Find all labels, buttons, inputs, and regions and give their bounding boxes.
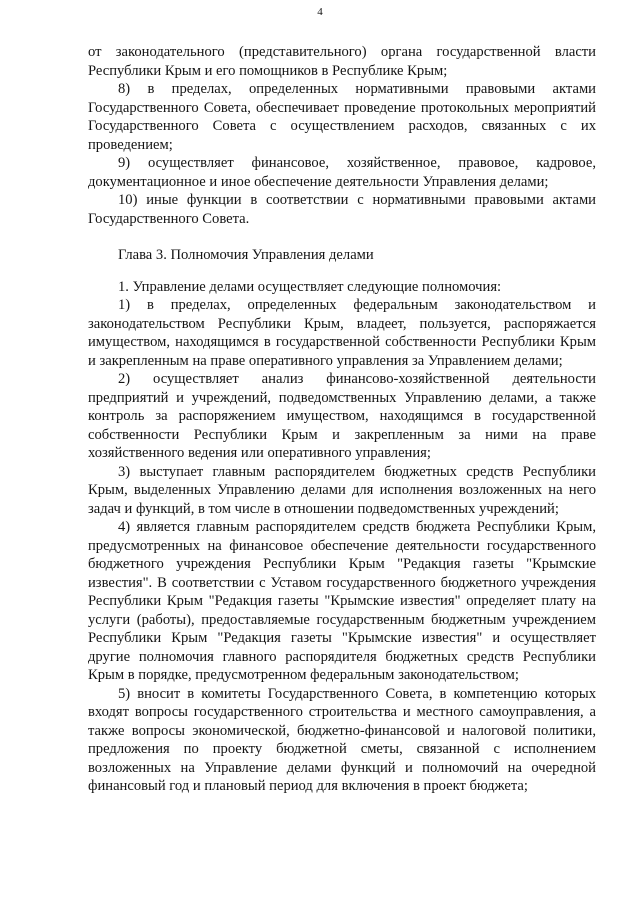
paragraph-item-9: 9) осуществляет финансовое, хозяйственное, правовое, кадровое, документационное и иное обеспечение деятельности Управления делами;	[88, 155, 596, 190]
document-body	[88, 0, 596, 796]
paragraph-continuation: от законодательного (представительного) органа государственной власти Республики Крым и его помощников в Республике Крым;	[88, 44, 596, 79]
spacer	[88, 265, 596, 278]
page-number: 4	[317, 6, 323, 18]
clause-1-item-3: 3) выступает главным распорядителем бюджетных средств Республики Крым, выделенных Управлению делами для исполнения возложенных на него задач и функций, в том числе в отношении подведомственных учреждений;	[88, 463, 596, 517]
spacer	[88, 228, 596, 246]
clause-1-item-4: 4) является главным распорядителем средств бюджета Республики Крым, предусмотренных на финансовое обеспечение деятельности государственного бюджетного учреждения Республики Крым "Редакция газеты "Крымские известия". В соответствии с Уставом государственного бюджетного учреждения Республики Крым "Редакция газеты "Крымские известия" определяет плату на услуги (работы), предоставляемые государственным бюджетным учреждением Республики Крым "Редакция газеты "Крымские известия" и осуществляет другие полномочия главного распорядителя бюджетных средств Республики Крым в порядке, предусмотренном федеральным законодательством;	[88, 519, 596, 683]
paragraph-item-10: 10) иные функции в соответствии с нормативными правовыми актами Государственного Совета.	[88, 192, 596, 227]
clause-1-item-1: 1) в пределах, определенных федеральным законодательством и законодательством Республики Крым, владеет, пользуется, распоряжается имуществом, находящимся в государственной собственности Республики Крым и закрепленным на праве оперативного управления за Управлением делами;	[88, 297, 596, 369]
paragraph-item-8: 8) в пределах, определенных нормативными правовыми актами Государственного Совета, обеспечивает проведение протокольных мероприятий Государственного Совета с осуществлением расходов, связанных с их проведением;	[88, 81, 596, 153]
chapter-title: Глава 3. Полномочия Управления делами	[118, 247, 374, 263]
clause-1-item-5: 5) вносит в комитеты Государственного Совета, в компетенцию которых входят вопросы государственного строительства и местного самоуправления, а также вопросы экономической, бюджетно-финансовой и налоговой политики, предложения по проекту бюджетной сметы, связанной с исполнением возложенных на Управление делами функций и полномочий на очередной финансовый год и плановый период для включения в проект бюджета;	[88, 685, 596, 794]
clause-1-intro: 1. Управление делами осуществляет следующие полномочия:	[118, 278, 502, 295]
clause-1-item-2: 2) осуществляет анализ финансово-хозяйственной деятельности предприятий и учреждений, подведомственных Управлению делами, а также контроль за распоряжением имуществом, находящимся в государственной собственности Республики Крым и закрепленным за ними на праве хозяйственного ведения или оперативного управления;	[88, 371, 596, 461]
